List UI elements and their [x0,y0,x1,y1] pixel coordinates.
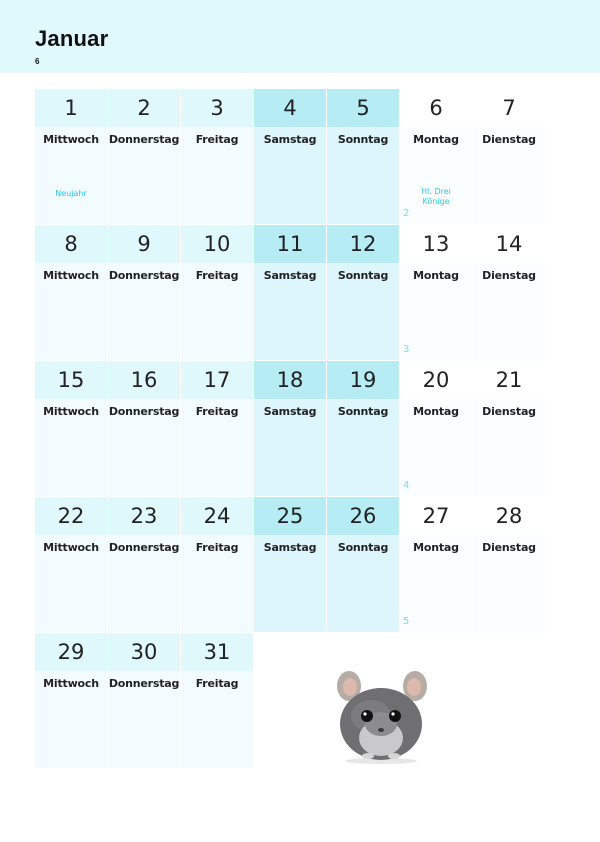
day-number-band [400,89,472,127]
weekday-label: Montag [413,405,459,418]
day-number-band [327,497,399,535]
day-cell [254,497,326,632]
holiday-label: Neujahr [55,189,87,198]
day-number-band [327,225,399,263]
day-number: 11 [276,232,304,256]
weekday-label: Samstag [263,541,317,554]
day-number-band [181,89,253,127]
day-number: 5 [356,96,370,120]
day-number: 13 [422,232,450,256]
weekday-label: Montag [413,541,459,554]
day-number: 25 [276,504,304,528]
weekday-label: Mittwoch [43,677,99,690]
day-number: 19 [349,368,377,392]
weekday-label: Dienstag [482,405,536,418]
weekday-label: Sonntag [337,269,389,282]
weekday-label: Freitag [195,541,239,554]
weekday-label: Donnerstag [108,541,180,554]
weekday-label: Donnerstag [108,269,180,282]
weekday-label: Samstag [263,133,317,146]
weekday-label: Freitag [195,269,239,282]
day-number: 24 [203,504,231,528]
day-cell [35,361,107,496]
day-number-band [254,361,326,399]
week-number: 4 [403,480,410,491]
weekday-label: Dienstag [482,541,536,554]
day-number: 28 [495,504,523,528]
day-number-band [108,89,180,127]
weekday-label: Donnerstag [108,133,180,146]
weekday-label: Sonntag [337,405,389,418]
week-number: 3 [403,344,410,355]
weekday-label: Dienstag [482,269,536,282]
day-cell [181,89,253,224]
day-number: 10 [203,232,231,256]
day-cell [473,225,545,360]
day-number: 30 [130,640,158,664]
day-number: 21 [495,368,523,392]
day-cell [108,361,180,496]
weekday-label: Samstag [263,405,317,418]
calendar-grid [35,89,545,768]
weekday-label: Mittwoch [43,405,99,418]
day-cell [35,225,107,360]
day-cell [473,89,545,224]
day-cell [35,89,107,224]
day-number: 16 [130,368,158,392]
weekday-label: Mittwoch [43,541,99,554]
day-number: 3 [210,96,224,120]
day-cell [254,361,326,496]
day-number-band [473,225,545,263]
day-cell [400,497,472,632]
day-number-band [473,89,545,127]
weekday-label: Samstag [263,269,317,282]
weekday-label: Sonntag [337,541,389,554]
day-cell [400,361,472,496]
weekday-label: Mittwoch [43,269,99,282]
header-band [0,0,600,73]
day-cell [35,497,107,632]
day-number-band [35,633,107,671]
day-cell [181,225,253,360]
day-number-band [108,361,180,399]
weekday-label: Montag [413,133,459,146]
day-cell [473,361,545,496]
chinchilla-photo [326,666,436,766]
day-number: 14 [495,232,523,256]
weekday-label: Mittwoch [43,133,99,146]
day-number-band [181,633,253,671]
day-cell [400,225,472,360]
day-cell [254,89,326,224]
day-number: 29 [57,640,85,664]
weekday-label: Donnerstag [108,677,180,690]
day-number: 9 [137,232,151,256]
day-number-band [254,89,326,127]
day-number: 20 [422,368,450,392]
day-number-band [181,225,253,263]
day-cell [254,225,326,360]
day-number-band [473,497,545,535]
day-number-band [181,497,253,535]
day-cell [400,89,472,224]
weekday-label: Freitag [195,677,239,690]
weekday-label: Freitag [195,405,239,418]
day-number: 23 [130,504,158,528]
day-number-band [327,89,399,127]
day-number: 15 [57,368,85,392]
day-number: 31 [203,640,231,664]
day-cell [108,497,180,632]
day-cell [181,633,253,768]
day-number-band [108,225,180,263]
weekday-label: Donnerstag [108,405,180,418]
weekday-label: Montag [413,269,459,282]
day-cell [327,497,399,632]
day-number-band [108,633,180,671]
day-number: 17 [203,368,231,392]
day-cell [181,361,253,496]
day-number: 7 [502,96,516,120]
day-cell [108,633,180,768]
day-number-band [181,361,253,399]
day-number-band [35,497,107,535]
day-number: 2 [137,96,151,120]
day-number: 27 [422,504,450,528]
day-number-band [254,497,326,535]
day-number: 12 [349,232,377,256]
weekday-label: Freitag [195,133,239,146]
day-number-band [400,361,472,399]
day-number: 8 [64,232,78,256]
week-number: 2 [403,208,410,219]
day-number: 6 [429,96,443,120]
day-number-band [108,497,180,535]
day-number-band [35,225,107,263]
day-number-band [254,225,326,263]
day-number: 1 [64,96,78,120]
weekday-label: Sonntag [337,133,389,146]
day-cell [108,89,180,224]
page-number: 6 [35,57,40,66]
day-cell [327,361,399,496]
day-number-band [400,497,472,535]
day-number: 18 [276,368,304,392]
day-cell [35,633,107,768]
day-number: 4 [283,96,297,120]
day-cell [327,225,399,360]
day-number: 26 [349,504,377,528]
day-number-band [473,361,545,399]
day-number-band [327,361,399,399]
holiday-label: Hl. Drei Könige [421,187,451,206]
day-cell [108,225,180,360]
day-number: 22 [57,504,85,528]
day-number-band [35,361,107,399]
day-cell [473,497,545,632]
day-number-band [400,225,472,263]
day-cell [327,89,399,224]
day-cell [181,497,253,632]
day-number-band [35,89,107,127]
week-number: 5 [403,616,410,627]
month-title: Januar [35,26,109,51]
weekday-label: Dienstag [482,133,536,146]
